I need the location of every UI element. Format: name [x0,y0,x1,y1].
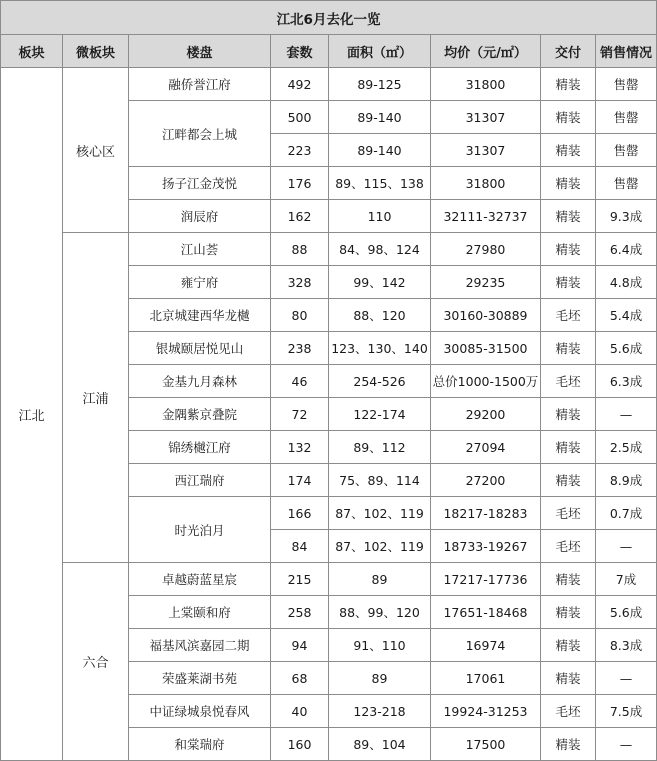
region-cell: 江北 [1,68,63,761]
table-title: 江北6月去化一览 [1,1,657,35]
area-cell: 89-140 [329,134,431,167]
area-cell: 110 [329,200,431,233]
price-cell: 27980 [431,233,541,266]
units-cell: 46 [271,365,329,398]
delivery-cell: 精装 [541,464,596,497]
delivery-cell: 精装 [541,728,596,761]
area-cell: 89-140 [329,101,431,134]
delivery-cell: 毛坯 [541,299,596,332]
delivery-cell: 精装 [541,266,596,299]
table-row [1,563,657,596]
project-cell: 时光泊月 [129,497,271,563]
units-cell: 84 [271,530,329,563]
delivery-cell: 精装 [541,101,596,134]
sales-cell: 5.6成 [596,332,657,365]
project-cell: 江山荟 [129,233,271,266]
delivery-cell: 精装 [541,662,596,695]
sales-cell: — [596,662,657,695]
table-row [1,233,657,266]
delivery-cell: 精装 [541,167,596,200]
price-cell: 29235 [431,266,541,299]
header-project: 楼盘 [129,35,271,68]
price-cell: 17061 [431,662,541,695]
units-cell: 238 [271,332,329,365]
project-cell: 银城颐居悦见山 [129,332,271,365]
units-cell: 215 [271,563,329,596]
sales-cell: 4.8成 [596,266,657,299]
units-cell: 132 [271,431,329,464]
delivery-cell: 精装 [541,398,596,431]
header-region: 板块 [1,35,63,68]
sales-cell: 售罄 [596,101,657,134]
area-cell: 254-526 [329,365,431,398]
header-price: 均价（元/㎡） [431,35,541,68]
price-cell: 17217-17736 [431,563,541,596]
units-cell: 160 [271,728,329,761]
price-cell: 30160-30889 [431,299,541,332]
project-cell: 雍宁府 [129,266,271,299]
area-cell: 89-125 [329,68,431,101]
area-cell: 87、102、119 [329,497,431,530]
units-cell: 162 [271,200,329,233]
delivery-cell: 毛坯 [541,497,596,530]
units-cell: 94 [271,629,329,662]
units-cell: 88 [271,233,329,266]
project-cell: 润辰府 [129,200,271,233]
header-sub-region: 微板块 [63,35,129,68]
sub-region-cell: 江浦 [63,233,129,563]
area-cell: 89、115、138 [329,167,431,200]
delivery-cell: 精装 [541,563,596,596]
sales-cell: — [596,530,657,563]
header-delivery: 交付 [541,35,596,68]
delivery-cell: 精装 [541,596,596,629]
header-units: 套数 [271,35,329,68]
project-cell: 北京城建西华龙樾 [129,299,271,332]
project-cell: 金基九月森林 [129,365,271,398]
sales-cell: 7成 [596,563,657,596]
price-cell: 31800 [431,68,541,101]
project-cell: 扬子江金茂悦 [129,167,271,200]
units-cell: 176 [271,167,329,200]
delivery-cell: 精装 [541,200,596,233]
area-cell: 89、104 [329,728,431,761]
units-cell: 68 [271,662,329,695]
units-cell: 166 [271,497,329,530]
sales-cell: 售罄 [596,68,657,101]
units-cell: 174 [271,464,329,497]
sales-cell: 9.3成 [596,200,657,233]
price-cell: 17651-18468 [431,596,541,629]
area-cell: 89、112 [329,431,431,464]
delivery-cell: 精装 [541,332,596,365]
project-cell: 西江瑞府 [129,464,271,497]
sub-region-cell: 核心区 [63,68,129,233]
area-cell: 99、142 [329,266,431,299]
header-row [1,35,657,68]
sales-cell: 6.4成 [596,233,657,266]
price-cell: 18733-19267 [431,530,541,563]
price-cell: 总价1000-1500万 [431,365,541,398]
price-cell: 30085-31500 [431,332,541,365]
sales-cell: 5.4成 [596,299,657,332]
sales-cell: 7.5成 [596,695,657,728]
project-cell: 中证绿城泉悦春风 [129,695,271,728]
table-row [1,68,657,101]
sub-region-cell: 六合 [63,563,129,761]
area-cell: 88、99、120 [329,596,431,629]
price-cell: 16974 [431,629,541,662]
project-cell: 融侨誉江府 [129,68,271,101]
units-cell: 72 [271,398,329,431]
price-cell: 17500 [431,728,541,761]
price-cell: 32111-32737 [431,200,541,233]
units-cell: 223 [271,134,329,167]
price-cell: 18217-18283 [431,497,541,530]
units-cell: 492 [271,68,329,101]
area-cell: 89 [329,563,431,596]
area-cell: 88、120 [329,299,431,332]
units-cell: 500 [271,101,329,134]
sales-cell: 2.5成 [596,431,657,464]
area-cell: 89 [329,662,431,695]
area-cell: 84、98、124 [329,233,431,266]
sales-cell: 售罄 [596,167,657,200]
project-cell: 金隅紫京叠院 [129,398,271,431]
project-cell: 福基风滨嘉园二期 [129,629,271,662]
header-area: 面积（㎡） [329,35,431,68]
sales-cell: 8.3成 [596,629,657,662]
delivery-cell: 精装 [541,134,596,167]
price-cell: 27200 [431,464,541,497]
area-cell: 75、89、114 [329,464,431,497]
area-cell: 122-174 [329,398,431,431]
area-cell: 123、130、140 [329,332,431,365]
area-cell: 87、102、119 [329,530,431,563]
units-cell: 40 [271,695,329,728]
price-cell: 31800 [431,167,541,200]
sales-cell: 0.7成 [596,497,657,530]
price-cell: 31307 [431,134,541,167]
price-cell: 27094 [431,431,541,464]
price-cell: 31307 [431,101,541,134]
price-cell: 29200 [431,398,541,431]
area-cell: 91、110 [329,629,431,662]
delivery-cell: 毛坯 [541,530,596,563]
delivery-cell: 毛坯 [541,695,596,728]
delivery-cell: 精装 [541,629,596,662]
delivery-cell: 毛坯 [541,365,596,398]
title-row [1,1,657,35]
units-cell: 80 [271,299,329,332]
sales-cell: 6.3成 [596,365,657,398]
project-cell: 锦绣樾江府 [129,431,271,464]
project-cell: 荣盛莱湖书苑 [129,662,271,695]
sales-cell: 售罄 [596,134,657,167]
units-cell: 258 [271,596,329,629]
price-cell: 19924-31253 [431,695,541,728]
units-cell: 328 [271,266,329,299]
sales-cell: 8.9成 [596,464,657,497]
delivery-cell: 精装 [541,68,596,101]
header-sales: 销售情况 [596,35,657,68]
project-cell: 和棠瑞府 [129,728,271,761]
sales-cell: — [596,398,657,431]
sales-cell: — [596,728,657,761]
project-cell: 上棠颐和府 [129,596,271,629]
project-cell: 江畔都会上城 [129,101,271,167]
delivery-cell: 精装 [541,431,596,464]
sales-cell: 5.6成 [596,596,657,629]
area-cell: 123-218 [329,695,431,728]
delivery-cell: 精装 [541,233,596,266]
project-cell: 卓越蔚蓝星宸 [129,563,271,596]
